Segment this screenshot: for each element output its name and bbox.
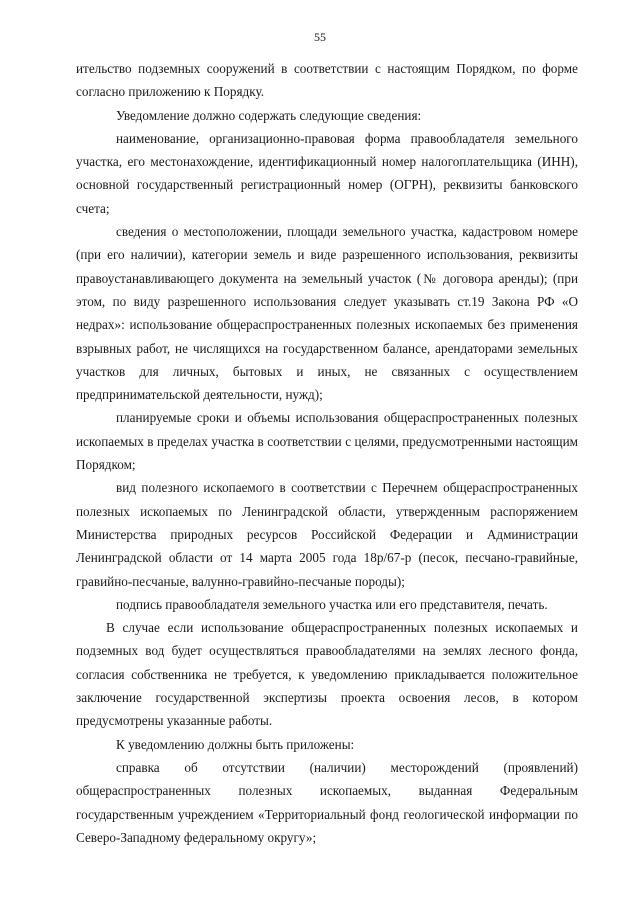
document-body <box>76 57 578 849</box>
paragraph-item-terms: планируемые сроки и объемы использования общераспространенных полезных ископаемых в пределах участка в соответствии с целями, предусмотренными настоящим Порядком; <box>76 410 578 473</box>
paragraph-attachment-certificate: справка об отсутствии (наличии) месторождений (проявлений) общераспространенных полезных ископаемых, выданная Федеральным государственным учреждением «Территориальный фонд геологической информации по Северо-Западному федеральному округу»; <box>76 759 578 845</box>
paragraph-continuation: ительство подземных сооружений в соответствии с настоящим Порядком, по форме согласно приложению к Порядку. <box>76 61 578 100</box>
paragraph-notification-intro: Уведомление должно содержать следующие сведения: <box>116 107 422 123</box>
page-number: 55 <box>314 30 326 44</box>
paragraph-item-name: наименование, организационно-правовая форма правообладателя земельного участка, его местонахождение, идентификационный номер налогоплательщика (ИНН), основной государственный регистрационный номер (ОГРН), реквизиты банковского счета; <box>76 130 578 216</box>
paragraph-item-location: сведения о местоположении, площади земельного участка, кадастровом номере (при его наличии), категории земель и виде разрешенного использования, реквизиты правоустанавливающего документа на земельный участок (№ договора аренды); (при этом, по виду разрешенного использования следует указывать ст.19 Закона РФ «О недрах»: использование общераспространенных полезных ископаемых без применения взрывных работ, не числящихся на государственном балансе, арендаторами земельных участков для личных, бытовых и иных, не связанных с осуществлением предпринимательской деятельности, нужд); <box>76 224 578 403</box>
paragraph-item-signature: подпись правообладателя земельного участка или его представителя, печать. <box>116 596 548 612</box>
paragraph-attachments-intro: К уведомлению должны быть приложены: <box>116 736 355 752</box>
paragraph-forest-fund: В случае если использование общераспространенных полезных ископаемых и подземных вод будет осуществляться правообладателями на землях лесного фонда, согласия собственника не требуется, к уведомлению прикладывается положительное заключение государственной экспертизы проекта освоения лесов, в котором предусмотрены указанные работы. <box>76 620 578 729</box>
paragraph-item-mineral-type: вид полезного ископаемого в соответствии с Перечнем общераспространенных полезных ископаемых по Ленинградской области, утвержденным распоряжением Министерства природных ресурсов Российской Федерации и Администрации Ленинградской области от 14 марта 2005 года 18р/67-р (песок, песчано-гравийные, гравийно-песчаные, валунно-гравийно-песчаные породы); <box>76 480 578 589</box>
